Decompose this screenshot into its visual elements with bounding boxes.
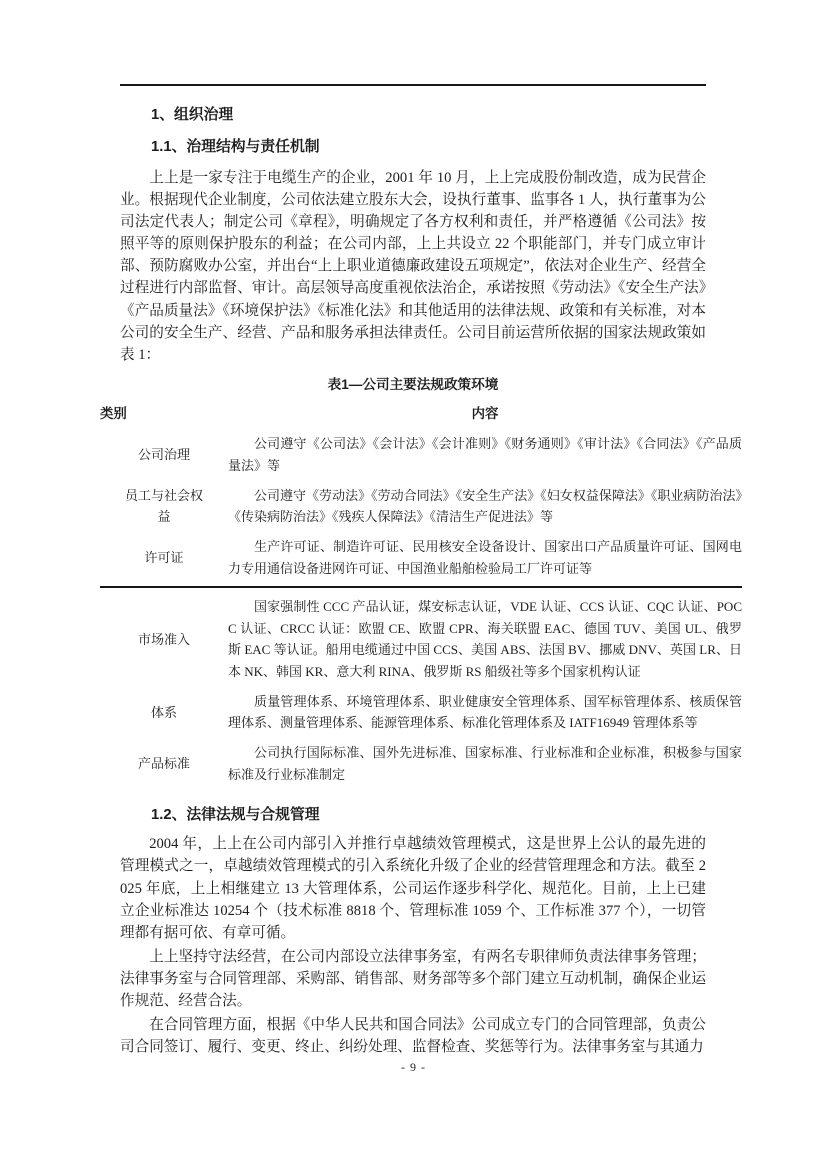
section-1-2-paragraph-3: 在合同管理方面，根据《中华人民共和国合同法》公司成立专门的合同管理部，负责公司合同签订、履行、变更、终止、纠纷处理、监督检查、奖惩等行为。法律事务室与其通力 — [120, 1017, 706, 1056]
category-cell: 许可证 — [144, 550, 184, 566]
section-1-2-paragraph-1: 2004 年，上上在公司内部引入并推行卓越绩效管理模式，这是世界上公认的最先进的管理模式之一，卓越绩效管理模式的引入系统化升级了企业的经营管理理念和方法。截至 2025 年底，上上相继建立 13 大管理体系，公司运作逐步科学化、规范化。目前，上上已建立企业标准达 10254 个（技术标准 8818 个、管理标准 1059 个、工作标准 377 个），一切管理都有据可依、有章可循。 — [120, 836, 706, 941]
category-cell: 产品标准 — [137, 756, 190, 772]
category-cell: 员工与社会权益 — [124, 487, 203, 525]
table-row-licenses — [100, 532, 742, 588]
table-header-row — [100, 399, 742, 429]
section-1-2-heading: 1.2、法律法规与合规管理 — [151, 807, 320, 824]
table-row-product-standards — [100, 738, 742, 790]
table-title: 表1—公司主要法规政策环境 — [327, 376, 499, 392]
section-1-1-heading: 1.1、治理结构与责任机制 — [151, 139, 320, 155]
legal-policy-table — [100, 399, 742, 790]
table-header-content: 内容 — [471, 406, 499, 422]
header-rule — [120, 84, 706, 86]
section-1-1-paragraph: 上上是一家专注于电缆生产的企业，2001 年 10 月，上上完成股份制改造，成为民营企业。根据现代企业制度，公司依法建立股东大会，设执行董事、监事各 1 人，执行董事为公司法定代表人；制定公司《章程》，明确规定了各方权利和责任，并严格遵循《公司法》按照平等的原则保护股东的利益；在公司内部，上上共设立 22 个职能部门，并专门成立审计部、预防腐败办公室，并出台“上上职业道德廉政建设五项规定”，依法对企业生产、经营全过程进行内部监督、审计。高层领导高度重视依法治企，承诺按照《劳动法》《安全生产法》《产品质量法》《环境保护法》《标准化法》和其他适用的法律法规、政策和有关标准，对本公司的安全生产、经营、产品和服务承担法律责任。公司目前运营所依据的国家法规政策如表 1： — [120, 170, 706, 363]
content-cell: 公司遵守《公司法》《会计法》《会计准则》《财务通则》《审计法》《合同法》《产品质量法》等 — [228, 436, 742, 473]
content-cell: 生产许可证、制造许可证、民用核安全设备设计、国家出口产品质量许可证、国网电力专用通信设备进网许可证、中国渔业船舶检验局工厂许可证等 — [228, 532, 742, 588]
content-cell: 国家强制性 CCC 产品认证，煤安标志认证，VDE 认证、CCS 认证、CQC 认证、POCC 认证、CRCC 认证：欧盟 CE、欧盟 CPR、海关联盟 EAC、德国 TUV、美国 UL、俄罗斯 EAC 等认证。船用电缆通过中国 CCS、美国 ABS、法国 BV、挪威 DNV、英国 LR、日本 NK、韩国 KR、意大利 RINA、俄罗斯 RS 船级社等多个国家机构认证 — [228, 599, 742, 679]
content-cell: 公司执行国际标准、国外先进标准、国家标准、行业标准和企业标准，积极参与国家标准及行业标准制定 — [228, 745, 742, 782]
table-row-corporate-governance — [100, 429, 742, 481]
page-content — [100, 0, 742, 1058]
category-cell: 公司治理 — [137, 447, 190, 463]
section-1-2-paragraph-2: 上上坚持守法经营，在公司内部设立法律事务室，有两名专职律师负责法律事务管理；法律事务室与合同管理部、采购部、销售部、财务部等多个部门建立互动机制，确保企业运作规范、经营合法。 — [120, 948, 706, 1009]
content-cell: 公司遵守《劳动法》《劳动合同法》《安全生产法》《妇女权益保障法》《职业病防治法》《传染病防治法》《残疾人保障法》《清洁生产促进法》等 — [228, 487, 742, 525]
table-header-category: 类别 — [100, 406, 127, 422]
category-cell: 市场准入 — [137, 631, 190, 647]
section-1-heading: 1、组织治理 — [151, 107, 234, 123]
category-cell: 体系 — [150, 704, 177, 720]
table-row-market-access — [100, 587, 742, 686]
content-cell: 质量管理体系、环境管理体系、职业健康安全管理体系、国军标管理体系、核质保管理体系、测量管理体系、能源管理体系、标准化管理体系及 IATF16949 管理体系等 — [228, 693, 742, 731]
page-number: - 9 - — [401, 1060, 426, 1074]
table-row-management-systems — [100, 686, 742, 738]
table-row-employee-rights — [100, 480, 742, 532]
